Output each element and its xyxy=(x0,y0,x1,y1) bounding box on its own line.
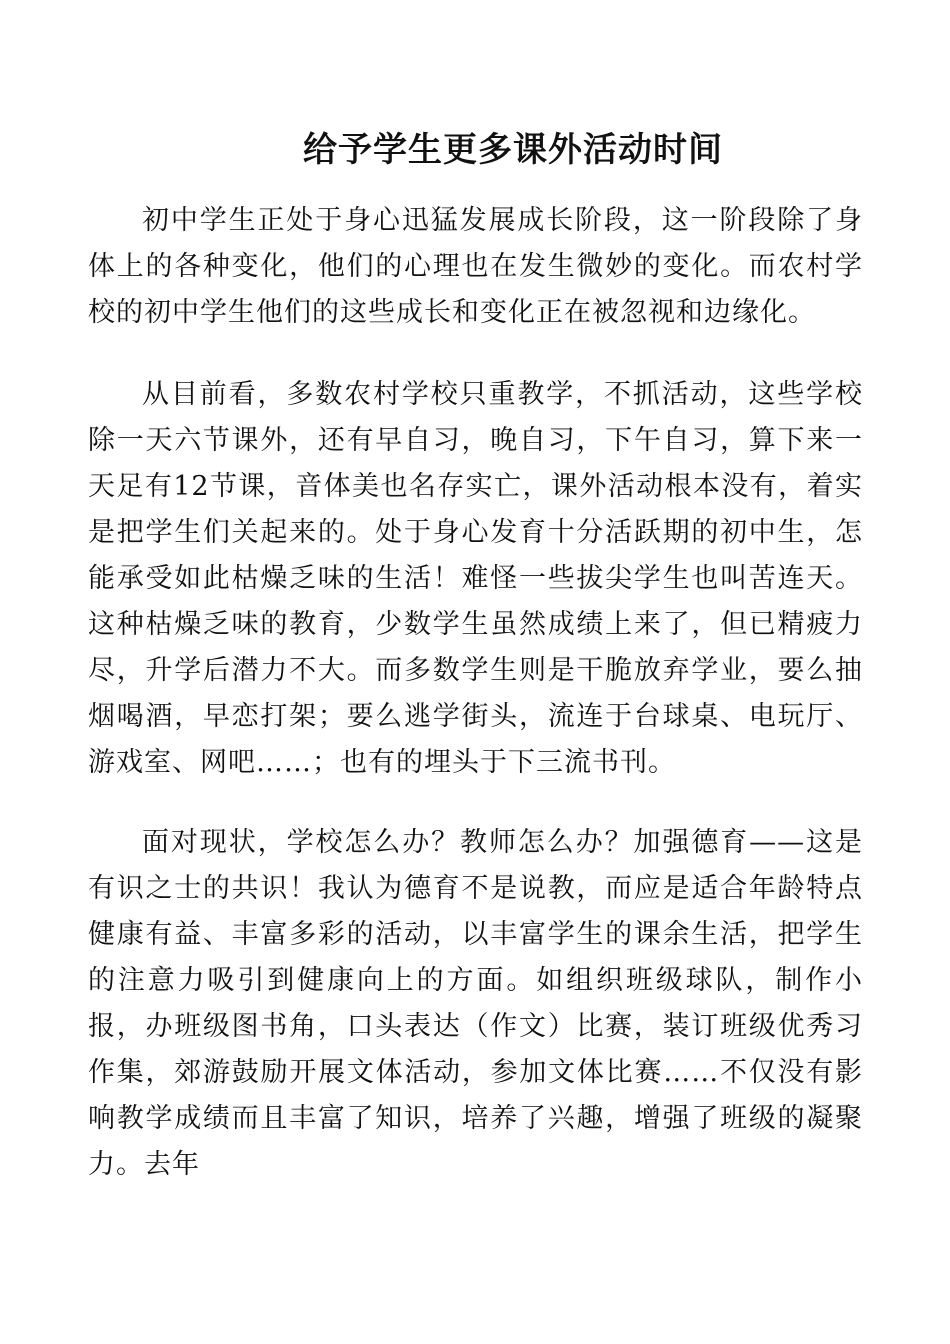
paragraph-1: 初中学生正处于身心迅猛发展成长阶段，这一阶段除了身体上的各种变化，他们的心理也在发生微妙的变化。而农村学校的初中学生他们的这些成长和变化正在被忽视和边缘化。 xyxy=(88,205,863,328)
document-title: 给予学生更多课外活动时间 xyxy=(303,130,723,170)
paragraph-3: 面对现状，学校怎么办？教师怎么办？加强德育——这是有识之士的共识！我认为德育不是说教，而应是适合年龄特点健康有益、丰富多彩的活动，以丰富学生的课余生活，把学生的注意力吸引到健康向上的方面。如组织班级球队，制作小报，办班级图书角，口头表达（作文）比赛，装订班级优秀习作集，郊游鼓励开展文体活动，参加文体比赛……不仅没有影响教学成绩而且丰富了知识，培养了兴趣，增强了班级的凝聚力。去年 xyxy=(88,827,863,1180)
paragraph-2: 从目前看，多数农村学校只重教学，不抓活动，这些学校除一天六节课外，还有早自习，晚自习，下午自习，算下来一天足有12节课，音体美也名存实亡，课外活动根本没有，着实是把学生们关起来的。处于身心发育十分活跃期的初中生，怎能承受如此枯燥乏味的生活！难怪一些拔尖学生也叫苦连天。这种枯燥乏味的教育，少数学生虽然成绩上来了，但已精疲力尽，升学后潜力不大。而多数学生则是干脆放弃学业，要么抽烟喝酒，早恋打架；要么逃学街头，流连于台球桌、电玩厅、游戏室、网吧……；也有的埋头于下三流书刊。 xyxy=(88,379,863,778)
